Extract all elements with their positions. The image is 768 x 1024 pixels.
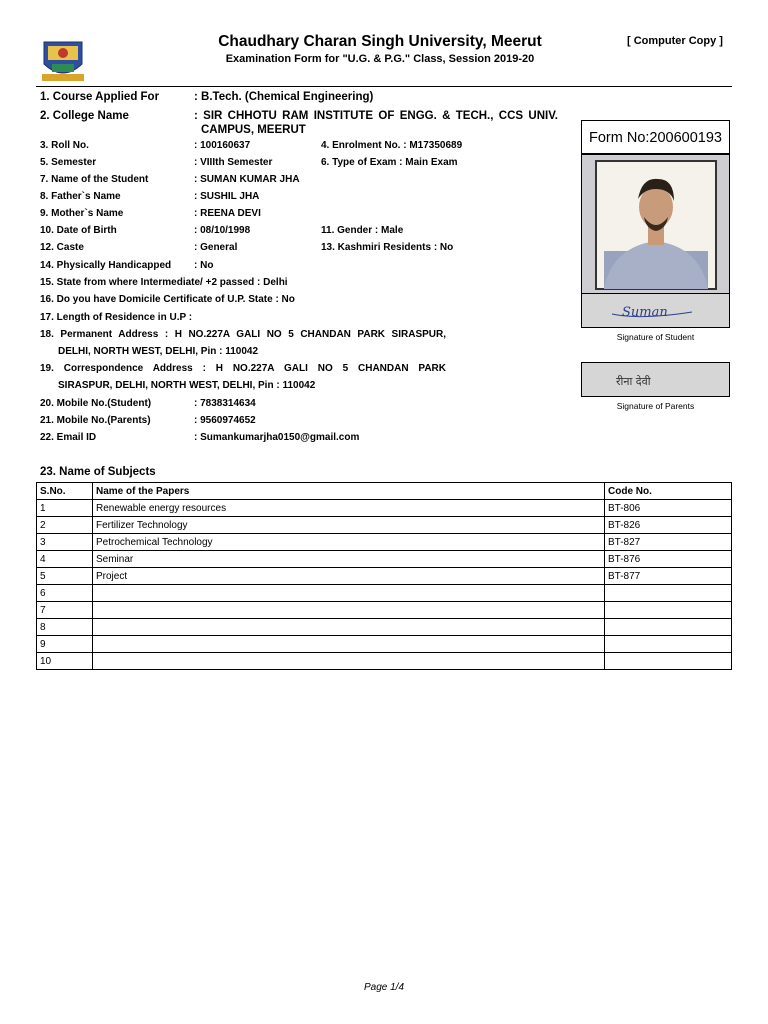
table-row — [37, 585, 732, 602]
intermediate-state: 15. State from where Intermediate/ +2 passed : Delhi — [40, 277, 288, 288]
caste-label: 12. Caste — [40, 242, 84, 253]
table-row — [37, 602, 732, 619]
cell-paper — [93, 619, 605, 636]
email-label: 22. Email ID — [40, 432, 97, 443]
student-photo — [581, 154, 730, 294]
parents-signature-label: Signature of Parents — [616, 401, 695, 411]
cell-code — [605, 602, 732, 619]
student-name-value: : SUMAN KUMAR JHA — [194, 174, 300, 185]
svg-text:रीना देवी: रीना देवी — [616, 375, 651, 388]
dob-label: 10. Date of Birth — [40, 225, 117, 236]
col-header-paper: Name of the Papers — [93, 483, 605, 500]
student-signature-label: Signature of Student — [616, 332, 695, 342]
subjects-table — [36, 482, 732, 670]
table-row — [37, 653, 732, 670]
student-mobile-value: : 7838314634 — [194, 398, 256, 409]
cell-sno: 4 — [37, 551, 93, 568]
cell-code — [605, 619, 732, 636]
cell-paper — [93, 636, 605, 653]
computer-copy-label: [ Computer Copy ] — [627, 35, 723, 47]
correspondence-address-line2: SIRASPUR, DELHI, NORTH WEST, DELHI, Pin : 110042 — [58, 380, 316, 391]
cell-sno: 8 — [37, 619, 93, 636]
cell-code — [605, 653, 732, 670]
cell-sno: 7 — [37, 602, 93, 619]
cell-code: BT-827 — [605, 534, 732, 551]
handicapped-label: 14. Physically Handicapped — [40, 260, 172, 271]
exam-type: 6. Type of Exam : Main Exam — [321, 157, 458, 168]
college-value-line1: : SIR CHHOTU RAM INSTITUTE OF ENGG. & TECH., CCS UNIV. — [194, 110, 558, 122]
cell-code: BT-806 — [605, 500, 732, 517]
student-name-label: 7. Name of the Student — [40, 174, 149, 185]
header-divider — [36, 86, 732, 87]
cell-sno: 9 — [37, 636, 93, 653]
page-number: Page 1/4 — [363, 982, 405, 993]
table-row — [37, 568, 732, 585]
table-row — [37, 517, 732, 534]
table-row — [37, 534, 732, 551]
roll-value: : 100160637 — [194, 140, 251, 151]
mother-name-value: : REENA DEVI — [194, 208, 261, 219]
enrolment-no: 4. Enrolment No. : M17350689 — [321, 140, 463, 151]
student-mobile-label: 20. Mobile No.(Student) — [40, 398, 152, 409]
col-header-sno: S.No. — [37, 483, 93, 500]
semester-label: 5. Semester — [40, 157, 97, 168]
domicile-certificate: 16. Do you have Domicile Certificate of U.P. State : No — [40, 294, 295, 305]
cell-sno: 1 — [37, 500, 93, 517]
cell-sno: 3 — [37, 534, 93, 551]
course-value: : B.Tech. (Chemical Engineering) — [194, 91, 374, 103]
college-label: 2. College Name — [40, 110, 129, 122]
parents-signature — [581, 362, 730, 397]
cell-paper: Renewable energy resources — [93, 500, 605, 517]
correspondence-address-line1: 19. Correspondence Address : H NO.227A GALI NO 5 CHANDAN PARK — [40, 363, 446, 374]
table-row — [37, 551, 732, 568]
cell-paper: Petrochemical Technology — [93, 534, 605, 551]
cell-sno: 6 — [37, 585, 93, 602]
cell-sno: 10 — [37, 653, 93, 670]
roll-label: 3. Roll No. — [40, 140, 89, 151]
table-row — [37, 619, 732, 636]
cell-sno: 5 — [37, 568, 93, 585]
university-logo — [38, 38, 88, 84]
caste-value: : General — [194, 242, 238, 253]
col-header-code: Code No. — [605, 483, 732, 500]
permanent-address-line1: 18. Permanent Address : H NO.227A GALI NO 5 CHANDAN PARK SIRASPUR, — [40, 329, 446, 340]
cell-sno: 2 — [37, 517, 93, 534]
cell-paper — [93, 585, 605, 602]
table-row — [37, 636, 732, 653]
kashmiri-residents: 13. Kashmiri Residents : No — [321, 242, 454, 253]
residence-length: 17. Length of Residence in U.P : — [40, 312, 193, 323]
subjects-header-row — [37, 483, 732, 500]
course-label: 1. Course Applied For — [40, 91, 160, 103]
svg-text:Suman: Suman — [622, 305, 668, 320]
cell-paper — [93, 653, 605, 670]
student-signature — [581, 293, 730, 328]
form-subtitle: Examination Form for "U.G. & P.G." Class, Session 2019-20 — [225, 53, 535, 65]
email-value: : Sumankumarjha0150@gmail.com — [194, 432, 360, 443]
cell-code — [605, 585, 732, 602]
cell-code: BT-877 — [605, 568, 732, 585]
cell-paper: Seminar — [93, 551, 605, 568]
cell-code — [605, 636, 732, 653]
cell-code: BT-826 — [605, 517, 732, 534]
permanent-address-line2: DELHI, NORTH WEST, DELHI, Pin : 110042 — [58, 346, 259, 357]
subjects-title: 23. Name of Subjects — [40, 466, 156, 478]
handicapped-value: : No — [194, 260, 214, 271]
parents-mobile-value: : 9560974652 — [194, 415, 256, 426]
cell-paper: Fertilizer Technology — [93, 517, 605, 534]
cell-paper: Project — [93, 568, 605, 585]
cell-code: BT-876 — [605, 551, 732, 568]
dob-value: : 08/10/1998 — [194, 225, 251, 236]
college-value-line2: CAMPUS, MEERUT — [201, 124, 306, 136]
cell-paper — [93, 602, 605, 619]
table-row — [37, 500, 732, 517]
father-name-value: : SUSHIL JHA — [194, 191, 260, 202]
semester-value: : VIIIth Semester — [194, 157, 273, 168]
university-name: Chaudhary Charan Singh University, Meerut — [218, 33, 542, 50]
gender: 11. Gender : Male — [321, 225, 404, 236]
form-number: Form No:200600193 — [581, 120, 730, 154]
mother-name-label: 9. Mother`s Name — [40, 208, 124, 219]
parents-mobile-label: 21. Mobile No.(Parents) — [40, 415, 151, 426]
father-name-label: 8. Father`s Name — [40, 191, 121, 202]
